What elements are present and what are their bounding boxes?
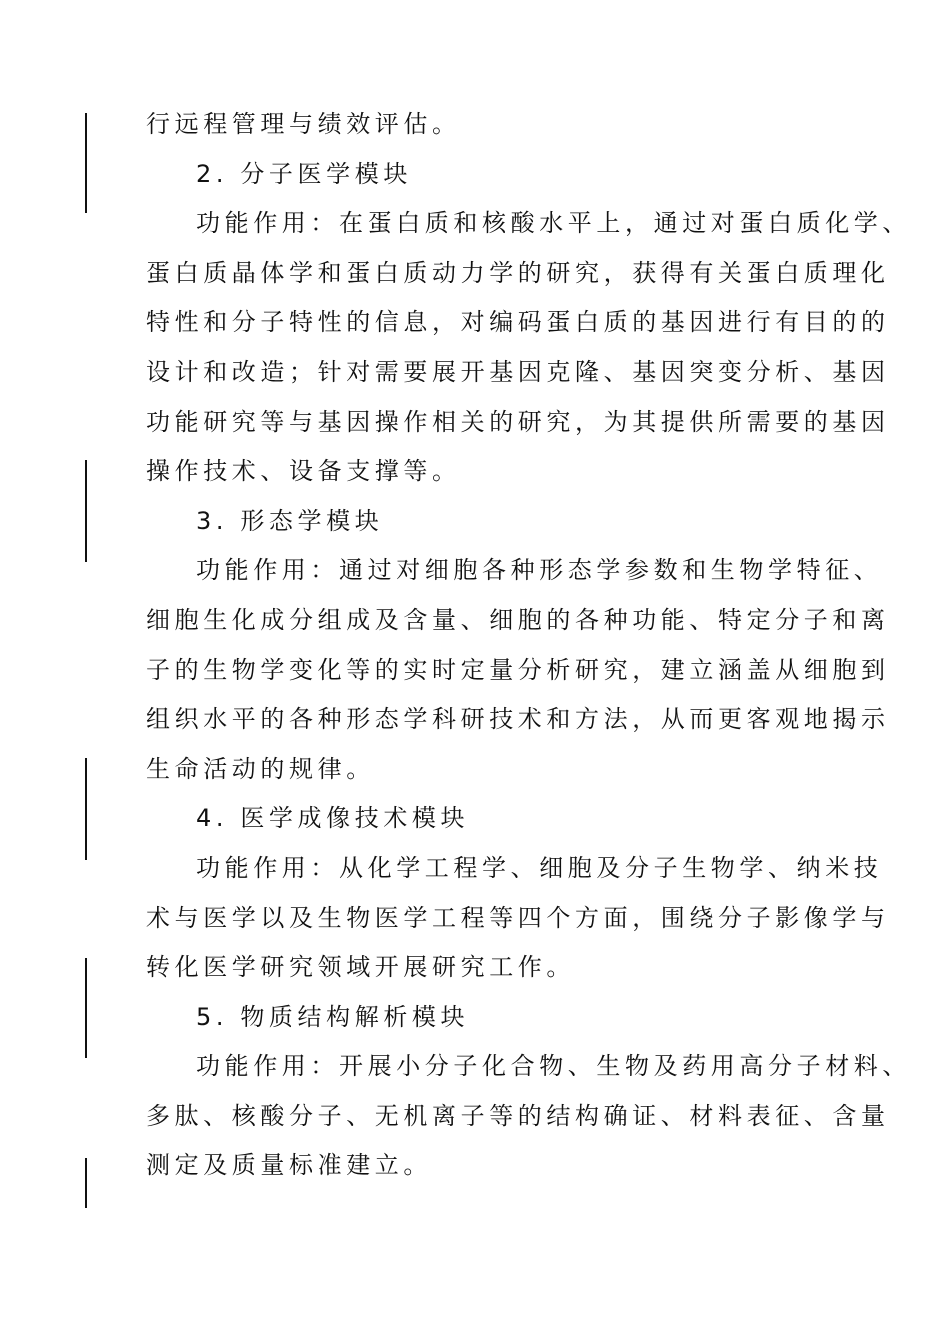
section-heading-molecular-medicine: 2. 分子医学模块 (196, 159, 412, 188)
paragraph-line: 功能作用：从化学工程学、细胞及分子生物学、纳米技 (196, 853, 883, 882)
paragraph-line: 术与医学以及生物医学工程等四个方面，围绕分子影像学与 (146, 903, 890, 932)
revision-bar (85, 1158, 87, 1208)
paragraph-line: 组织水平的各种形态学科研技术和方法，从而更客观地揭示 (146, 705, 890, 734)
paragraph-line: 功能作用：在蛋白质和核酸水平上，通过对蛋白质化学、 (196, 209, 911, 238)
paragraph-line: 功能作用：开展小分子化合物、生物及药用高分子材料、 (196, 1052, 911, 1081)
revision-bar (85, 958, 87, 1058)
paragraph-line: 转化医学研究领域开展研究工作。 (146, 953, 575, 982)
paragraph-line: 子的生物学变化等的实时定量分析研究，建立涵盖从细胞到 (146, 655, 890, 684)
paragraph-line: 功能作用：通过对细胞各种形态学参数和生物学特征、 (196, 556, 883, 585)
section-heading-medical-imaging: 4. 医学成像技术模块 (196, 804, 470, 833)
section-heading-structure-analysis: 5. 物质结构解析模块 (196, 1002, 470, 1031)
paragraph-line: 生命活动的规律。 (146, 754, 375, 783)
revision-bar (85, 113, 87, 213)
paragraph-line: 功能研究等与基因操作相关的研究，为其提供所需要的基因 (146, 407, 890, 436)
revision-bar (85, 758, 87, 860)
paragraph-line: 细胞生化成分组成及含量、细胞的各种功能、特定分子和离 (146, 605, 890, 634)
paragraph-line: 操作技术、设备支撑等。 (146, 457, 461, 486)
paragraph-line: 特性和分子特性的信息，对编码蛋白质的基因进行有目的的 (146, 308, 890, 337)
revision-bar (85, 460, 87, 562)
paragraph-line: 设计和改造；针对需要展开基因克隆、基因突变分析、基因 (146, 357, 890, 386)
document-body (146, 100, 911, 1191)
paragraph-line: 多肽、核酸分子、无机离子等的结构确证、材料表征、含量 (146, 1101, 890, 1130)
paragraph-line: 蛋白质晶体学和蛋白质动力学的研究，获得有关蛋白质理化 (146, 258, 890, 287)
paragraph-line: 行远程管理与绩效评估。 (146, 110, 461, 138)
paragraph-line: 测定及质量标准建立。 (146, 1151, 432, 1180)
section-heading-morphology: 3. 形态学模块 (196, 506, 384, 535)
